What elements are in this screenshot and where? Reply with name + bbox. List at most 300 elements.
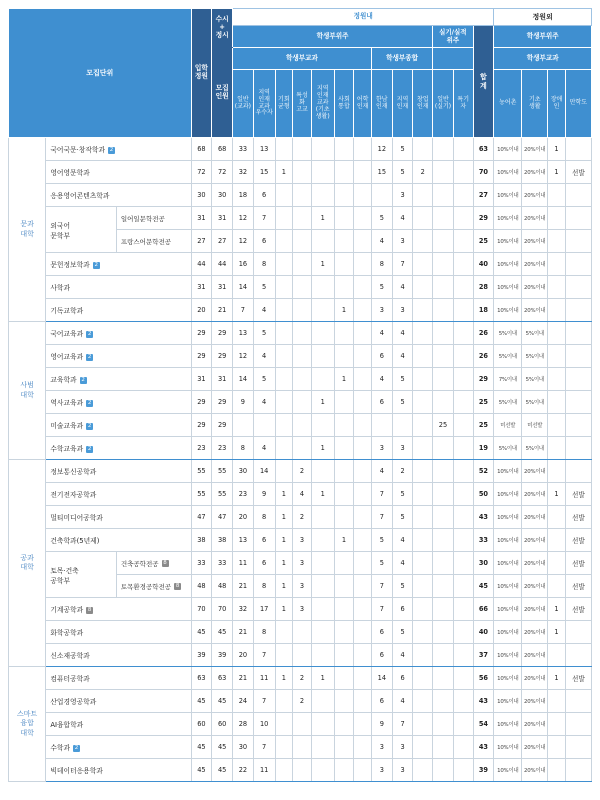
value-cell: 70 [191, 598, 212, 621]
value-cell [311, 299, 334, 322]
column-header: 창업 인재 [413, 70, 433, 138]
value-cell: 55 [191, 483, 212, 506]
value-cell [334, 736, 354, 759]
value-cell [413, 759, 433, 782]
value-cell: 10%이내 [494, 460, 522, 483]
value-cell: 10%이내 [494, 230, 522, 253]
value-cell: 14 [233, 276, 254, 299]
value-cell [565, 345, 591, 368]
value-cell [354, 690, 372, 713]
value-cell: 63 [212, 667, 233, 690]
value-cell: 15 [253, 161, 275, 184]
value-cell [354, 207, 372, 230]
value-cell: 20%이내 [522, 138, 548, 161]
department-name: 교육학과 2 [46, 368, 191, 391]
value-cell: 21 [233, 621, 254, 644]
value-cell: 1 [548, 621, 566, 644]
value-cell: 1 [311, 253, 334, 276]
value-cell: 20%이내 [522, 575, 548, 598]
value-cell: 5%이내 [494, 391, 522, 414]
susi-jeongsi-label: 수시 + 정시 [215, 15, 229, 39]
value-cell [275, 138, 293, 161]
value-cell: 선발 [565, 529, 591, 552]
value-cell: 18 [233, 184, 254, 207]
table-row [9, 621, 592, 644]
value-cell [334, 575, 354, 598]
value-cell: 6 [253, 230, 275, 253]
value-cell: 4 [253, 345, 275, 368]
value-cell: 20%이내 [522, 184, 548, 207]
value-cell [275, 299, 293, 322]
table-row [9, 552, 592, 575]
value-cell [311, 138, 334, 161]
value-cell: 21 [212, 299, 233, 322]
column-header: 농어촌 [494, 70, 522, 138]
value-cell [453, 184, 473, 207]
value-cell: 1 [311, 483, 334, 506]
value-cell [413, 667, 433, 690]
value-cell: 4 [392, 276, 413, 299]
value-cell: 5%이내 [522, 437, 548, 460]
value-cell [293, 138, 312, 161]
admission-table-container [8, 8, 592, 782]
value-cell: 10%이내 [494, 276, 522, 299]
table-row [9, 736, 592, 759]
value-cell [433, 299, 454, 322]
table-row [9, 667, 592, 690]
department-name: AI융합학과 [46, 713, 191, 736]
value-cell [334, 138, 354, 161]
table-row [9, 529, 592, 552]
value-cell [354, 391, 372, 414]
practical-spacer [433, 48, 473, 70]
value-cell: 3 [371, 437, 392, 460]
value-cell: 8 [253, 253, 275, 276]
value-cell: 8 [253, 506, 275, 529]
value-cell: 6 [371, 345, 392, 368]
value-cell: 10%이내 [494, 713, 522, 736]
value-cell [433, 345, 454, 368]
value-cell: 5 [253, 276, 275, 299]
total-cell: 43 [473, 690, 494, 713]
value-cell: 20%이내 [522, 690, 548, 713]
value-cell [354, 299, 372, 322]
value-cell: 6 [371, 644, 392, 667]
value-cell: 10%이내 [494, 506, 522, 529]
value-cell: 5 [392, 621, 413, 644]
value-cell [354, 621, 372, 644]
value-cell [334, 230, 354, 253]
value-cell [548, 759, 566, 782]
value-cell: 선발 [565, 667, 591, 690]
value-cell [453, 667, 473, 690]
value-cell [565, 368, 591, 391]
table-row [9, 690, 592, 713]
value-cell: 29 [191, 391, 212, 414]
value-cell: 7 [371, 575, 392, 598]
value-cell [565, 391, 591, 414]
value-cell: 44 [191, 253, 212, 276]
column-header: 지역 인재 [392, 70, 413, 138]
value-cell: 7 [253, 690, 275, 713]
total-cell: 63 [473, 138, 494, 161]
value-cell [334, 184, 354, 207]
value-cell [311, 690, 334, 713]
value-cell [565, 207, 591, 230]
value-cell: 5%이내 [522, 322, 548, 345]
value-cell: 9 [371, 713, 392, 736]
value-cell [354, 161, 372, 184]
value-cell: 31 [191, 368, 212, 391]
value-cell: 20%이내 [522, 460, 548, 483]
table-row [9, 299, 592, 322]
value-cell [293, 230, 312, 253]
value-cell: 31 [212, 276, 233, 299]
column-header: 기초 생활 [522, 70, 548, 138]
total-cell: 43 [473, 506, 494, 529]
value-cell [413, 368, 433, 391]
value-cell [548, 391, 566, 414]
value-cell [565, 759, 591, 782]
value-cell: 10%이내 [494, 690, 522, 713]
total-cell: 29 [473, 368, 494, 391]
value-cell [453, 345, 473, 368]
group-badge: 2 [74, 744, 79, 751]
value-cell [548, 253, 566, 276]
value-cell [433, 276, 454, 299]
value-cell: 1 [275, 529, 293, 552]
value-cell: 22 [233, 759, 254, 782]
value-cell [334, 460, 354, 483]
group-badge: 2 [87, 445, 92, 452]
value-cell [453, 552, 473, 575]
value-cell [293, 736, 312, 759]
oe-student-record-header: 학생부위주 [494, 26, 592, 48]
department-name: 국어교육과 2 [46, 322, 191, 345]
value-cell: 1 [548, 138, 566, 161]
value-cell: 10%이내 [494, 736, 522, 759]
group-badge: 2 [94, 261, 98, 268]
value-cell: 7 [371, 598, 392, 621]
value-cell: 4 [392, 207, 413, 230]
value-cell: 5 [253, 322, 275, 345]
value-cell: 5%이내 [522, 368, 548, 391]
value-cell [565, 138, 591, 161]
value-cell [334, 713, 354, 736]
value-cell: 13 [233, 322, 254, 345]
value-cell [311, 460, 334, 483]
table-row [9, 713, 592, 736]
table-row [9, 437, 592, 460]
value-cell [433, 322, 454, 345]
value-cell [275, 391, 293, 414]
value-cell: 3 [392, 437, 413, 460]
value-cell [433, 161, 454, 184]
value-cell: 23 [212, 437, 233, 460]
value-cell [433, 736, 454, 759]
value-cell [453, 230, 473, 253]
value-cell: 20%이내 [522, 276, 548, 299]
value-cell: 5 [392, 483, 413, 506]
value-cell: 2 [293, 667, 312, 690]
group-badge: 2 [87, 353, 92, 360]
value-cell [275, 345, 293, 368]
value-cell: 55 [191, 460, 212, 483]
value-cell [565, 414, 591, 437]
value-cell: 20%이내 [522, 230, 548, 253]
value-cell: 20%이내 [522, 598, 548, 621]
value-cell [311, 322, 334, 345]
value-cell [565, 690, 591, 713]
department-name: 응용영어콘텐츠학과 [46, 184, 191, 207]
value-cell [413, 713, 433, 736]
value-cell [371, 184, 392, 207]
value-cell [413, 184, 433, 207]
value-cell: 47 [212, 506, 233, 529]
value-cell: 5%이내 [494, 322, 522, 345]
value-cell: 20 [233, 644, 254, 667]
value-cell: 7 [253, 207, 275, 230]
value-cell: 10%이내 [494, 299, 522, 322]
value-cell: 3 [392, 299, 413, 322]
value-cell: 3 [371, 299, 392, 322]
value-cell: 45 [212, 736, 233, 759]
value-cell [548, 713, 566, 736]
total-cell: 30 [473, 552, 494, 575]
value-cell: 28 [233, 713, 254, 736]
value-cell: 31 [212, 207, 233, 230]
value-cell [548, 506, 566, 529]
value-cell: 6 [253, 184, 275, 207]
value-cell: 3 [392, 184, 413, 207]
value-cell: 5 [392, 161, 413, 184]
value-cell [334, 161, 354, 184]
value-cell: 25 [433, 414, 454, 437]
value-cell: 20%이내 [522, 759, 548, 782]
value-cell [275, 276, 293, 299]
value-cell: 8 [233, 437, 254, 460]
value-cell [548, 460, 566, 483]
value-cell [293, 644, 312, 667]
value-cell [311, 575, 334, 598]
value-cell [413, 391, 433, 414]
value-cell [433, 391, 454, 414]
value-cell [275, 253, 293, 276]
value-cell: 20%이내 [522, 506, 548, 529]
column-header: 특성화 고교 [293, 70, 312, 138]
student-record-header: 학생부위주 [233, 26, 433, 48]
group-badge: 2 [81, 376, 85, 383]
value-cell [293, 322, 312, 345]
value-cell: 27 [212, 230, 233, 253]
value-cell: 14 [371, 667, 392, 690]
department-name: 기계공학과 8 [46, 598, 191, 621]
value-cell [354, 437, 372, 460]
value-cell: 68 [212, 138, 233, 161]
value-cell [453, 598, 473, 621]
value-cell: 1 [311, 207, 334, 230]
value-cell [311, 368, 334, 391]
value-cell: 45 [212, 759, 233, 782]
value-cell: 11 [253, 667, 275, 690]
value-cell [413, 460, 433, 483]
value-cell [253, 414, 275, 437]
value-cell: 45 [212, 690, 233, 713]
value-cell: 10%이내 [494, 621, 522, 644]
total-cell: 26 [473, 322, 494, 345]
value-cell [453, 276, 473, 299]
total-cell: 56 [473, 667, 494, 690]
value-cell [548, 276, 566, 299]
value-cell [453, 713, 473, 736]
group-badge: 8 [87, 606, 92, 613]
department-name: 토목·건축 공학부 [46, 552, 117, 598]
recruit-count-label: 모집 인원 [215, 83, 229, 100]
value-cell [293, 414, 312, 437]
department-name: 수학과 2 [46, 736, 191, 759]
table-body [9, 138, 592, 782]
value-cell: 30 [233, 736, 254, 759]
total-cell: 54 [473, 713, 494, 736]
department-name: 멀티미디어공학과 [46, 506, 191, 529]
value-cell: 3 [392, 759, 413, 782]
department-name: 화학공학과 [46, 621, 191, 644]
value-cell [433, 621, 454, 644]
value-cell: 29 [212, 414, 233, 437]
value-cell: 5 [392, 368, 413, 391]
value-cell: 20%이내 [522, 299, 548, 322]
value-cell [453, 529, 473, 552]
value-cell [548, 736, 566, 759]
value-cell [275, 322, 293, 345]
recruit-unit-header: 모집단위 [9, 9, 192, 138]
value-cell: 7 [371, 506, 392, 529]
value-cell [311, 621, 334, 644]
value-cell: 선발 [565, 598, 591, 621]
value-cell [565, 253, 591, 276]
value-cell [354, 322, 372, 345]
value-cell: 5%이내 [522, 345, 548, 368]
value-cell [293, 437, 312, 460]
value-cell [433, 690, 454, 713]
value-cell [413, 322, 433, 345]
value-cell [433, 529, 454, 552]
value-cell [334, 276, 354, 299]
value-cell: 29 [212, 322, 233, 345]
value-cell [433, 207, 454, 230]
value-cell [413, 598, 433, 621]
table-row [9, 368, 592, 391]
group-badge: 2 [87, 330, 92, 337]
value-cell: 11 [253, 759, 275, 782]
value-cell: 12 [233, 207, 254, 230]
value-cell: 11 [233, 552, 254, 575]
value-cell: 4 [392, 322, 413, 345]
value-cell: 7 [233, 299, 254, 322]
value-cell [433, 644, 454, 667]
value-cell: 20%이내 [522, 253, 548, 276]
value-cell [453, 736, 473, 759]
value-cell: 5 [253, 368, 275, 391]
value-cell [354, 276, 372, 299]
department-name: 기독교학과 [46, 299, 191, 322]
value-cell: 1 [334, 299, 354, 322]
value-cell: 미선발 [522, 414, 548, 437]
value-cell: 1 [548, 161, 566, 184]
group-badge: 8 [175, 583, 180, 589]
value-cell [354, 598, 372, 621]
value-cell: 55 [212, 460, 233, 483]
admission-quota-header [191, 9, 212, 138]
value-cell: 44 [212, 253, 233, 276]
value-cell [354, 667, 372, 690]
value-cell: 48 [212, 575, 233, 598]
value-cell: 32 [233, 598, 254, 621]
value-cell [354, 345, 372, 368]
value-cell [293, 161, 312, 184]
value-cell [275, 690, 293, 713]
value-cell: 70 [212, 598, 233, 621]
value-cell: 20%이내 [522, 644, 548, 667]
value-cell [354, 253, 372, 276]
value-cell: 31 [212, 368, 233, 391]
value-cell [311, 184, 334, 207]
value-cell [565, 184, 591, 207]
value-cell [433, 230, 454, 253]
value-cell: 27 [191, 230, 212, 253]
department-name: 영어교육과 2 [46, 345, 191, 368]
value-cell: 7 [392, 253, 413, 276]
value-cell [413, 483, 433, 506]
total-cell: 28 [473, 276, 494, 299]
value-cell [548, 207, 566, 230]
value-cell [565, 713, 591, 736]
value-cell [354, 483, 372, 506]
value-cell: 24 [233, 690, 254, 713]
value-cell: 33 [212, 552, 233, 575]
value-cell: 2 [293, 506, 312, 529]
value-cell: 30 [191, 184, 212, 207]
value-cell [548, 368, 566, 391]
total-cell: 27 [473, 184, 494, 207]
value-cell: 6 [392, 667, 413, 690]
value-cell: 5 [392, 138, 413, 161]
value-cell: 33 [233, 138, 254, 161]
value-cell: 7 [253, 644, 275, 667]
value-cell: 2 [392, 460, 413, 483]
value-cell: 15 [371, 161, 392, 184]
total-header [473, 26, 494, 138]
value-cell [293, 253, 312, 276]
value-cell [354, 138, 372, 161]
value-cell [275, 437, 293, 460]
college-name: 문과 대학 [9, 138, 46, 322]
value-cell: 6 [371, 391, 392, 414]
practical-label: 실기/실적 위주 [439, 28, 467, 44]
value-cell [548, 437, 566, 460]
value-cell [334, 322, 354, 345]
value-cell [334, 345, 354, 368]
value-cell [334, 667, 354, 690]
value-cell [275, 759, 293, 782]
column-header: 어학 인재 [354, 70, 372, 138]
department-name: 산업경영공학과 [46, 690, 191, 713]
department-name: 영어영문학과 [46, 161, 191, 184]
value-cell [548, 575, 566, 598]
value-cell: 17 [253, 598, 275, 621]
value-cell: 6 [392, 598, 413, 621]
value-cell [548, 552, 566, 575]
